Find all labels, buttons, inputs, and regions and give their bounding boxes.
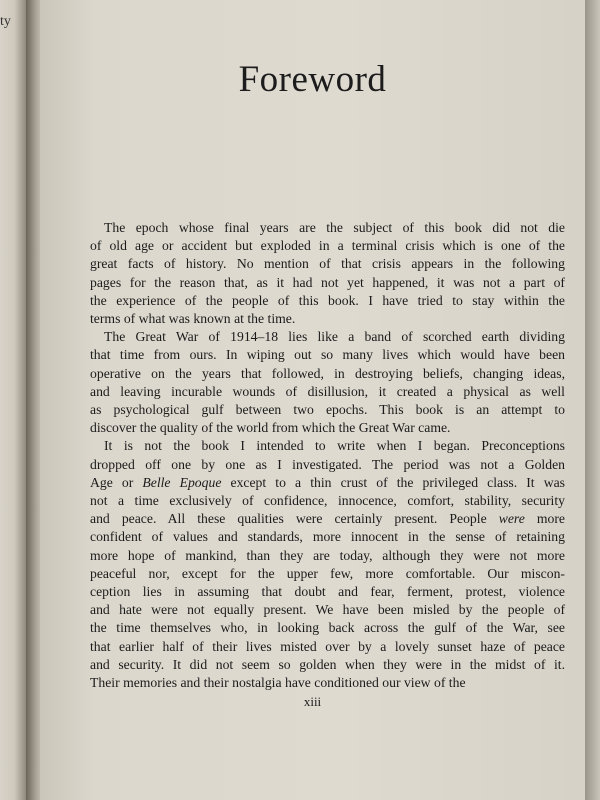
paragraph-line: The epoch whose final years are the subject of this book did not die: [104, 220, 565, 235]
paragraph-line: pages for the reason that, as it had not yet happened, it was not a part of: [90, 274, 565, 290]
paragraph-line: and hate were not equally present. We have been misled by the people of: [90, 602, 565, 618]
line-segment: Age or: [90, 474, 143, 490]
paragraph-line: and leaving incurable wounds of disillusion, it created a physical as well: [90, 383, 565, 399]
paragraph-line: not a time exclusively of confidence, innocence, comfort, stability, security: [90, 493, 565, 509]
line-segment: except to a thin crust of the privileged class. It was: [221, 474, 565, 490]
left-page-text-fragment: ty: [0, 14, 11, 29]
italic-phrase: were: [498, 511, 525, 527]
paragraph-line: great facts of history. No mention of that crisis appears in the following: [90, 256, 565, 272]
right-page-edge: [585, 0, 600, 800]
paragraph-line: more hope of mankind, than they are today, although they were not more: [90, 547, 565, 563]
paragraph-line: discover the quality of the world from which the Great War came.: [90, 420, 451, 436]
line-segment: and peace. All these qualities were certainly present. People: [90, 511, 499, 527]
page-number: xiii: [303, 694, 322, 709]
paragraph-line: as psychological gulf between two epochs. This book is an attempt to: [90, 402, 565, 418]
paragraph-line: ception lies in assuming that doubt and fear, ferment, protest, violence: [90, 584, 565, 600]
paragraph-line: The Great War of 1914–18 lies like a band of scorched earth dividing: [104, 329, 565, 345]
paragraph-line: peaceful nor, except for the upper few, more comfortable. Our miscon-: [90, 565, 565, 581]
paragraph-line: that earlier half of their lives misted over by a lovely sunset haze of peace: [90, 638, 565, 654]
foreword-body: [90, 219, 565, 692]
paragraph-line: terms of what was known at the time.: [90, 311, 296, 327]
paragraph-line: dropped off one by one as I investigated. The period was not a Golden: [90, 456, 565, 472]
paragraph-line: that time from ours. In wiping out so many lives which would have been: [90, 347, 565, 363]
paragraph-line: the time themselves who, in looking back across the gulf of the War, see: [90, 620, 565, 636]
right-page: [40, 0, 585, 800]
paragraph-line: [90, 474, 565, 492]
paragraph-line: operative on the years that followed, in destroying beliefs, changing ideas,: [90, 365, 565, 381]
paragraph-line: the experience of the people of this book. I have tried to stay within the: [90, 292, 565, 308]
line-segment: more: [524, 511, 565, 527]
paragraph-line: [90, 510, 565, 528]
paragraph-line: and security. It did not seem so golden when they were in the midst of it.: [90, 656, 565, 672]
paragraph-line: Their memories and their nostalgia have conditioned our view of the: [90, 675, 466, 691]
italic-phrase: Belle Epoque: [142, 474, 222, 490]
paragraph-line: of old age or accident but exploded in a terminal crisis which is one of the: [90, 238, 565, 254]
chapter-title: Foreword: [238, 59, 387, 100]
left-page-edge: [0, 0, 26, 800]
paragraph-line: confident of values and standards, more innocent in the sense of retaining: [90, 529, 565, 545]
paragraph-line: It is not the book I intended to write when I began. Preconceptions: [104, 438, 565, 454]
